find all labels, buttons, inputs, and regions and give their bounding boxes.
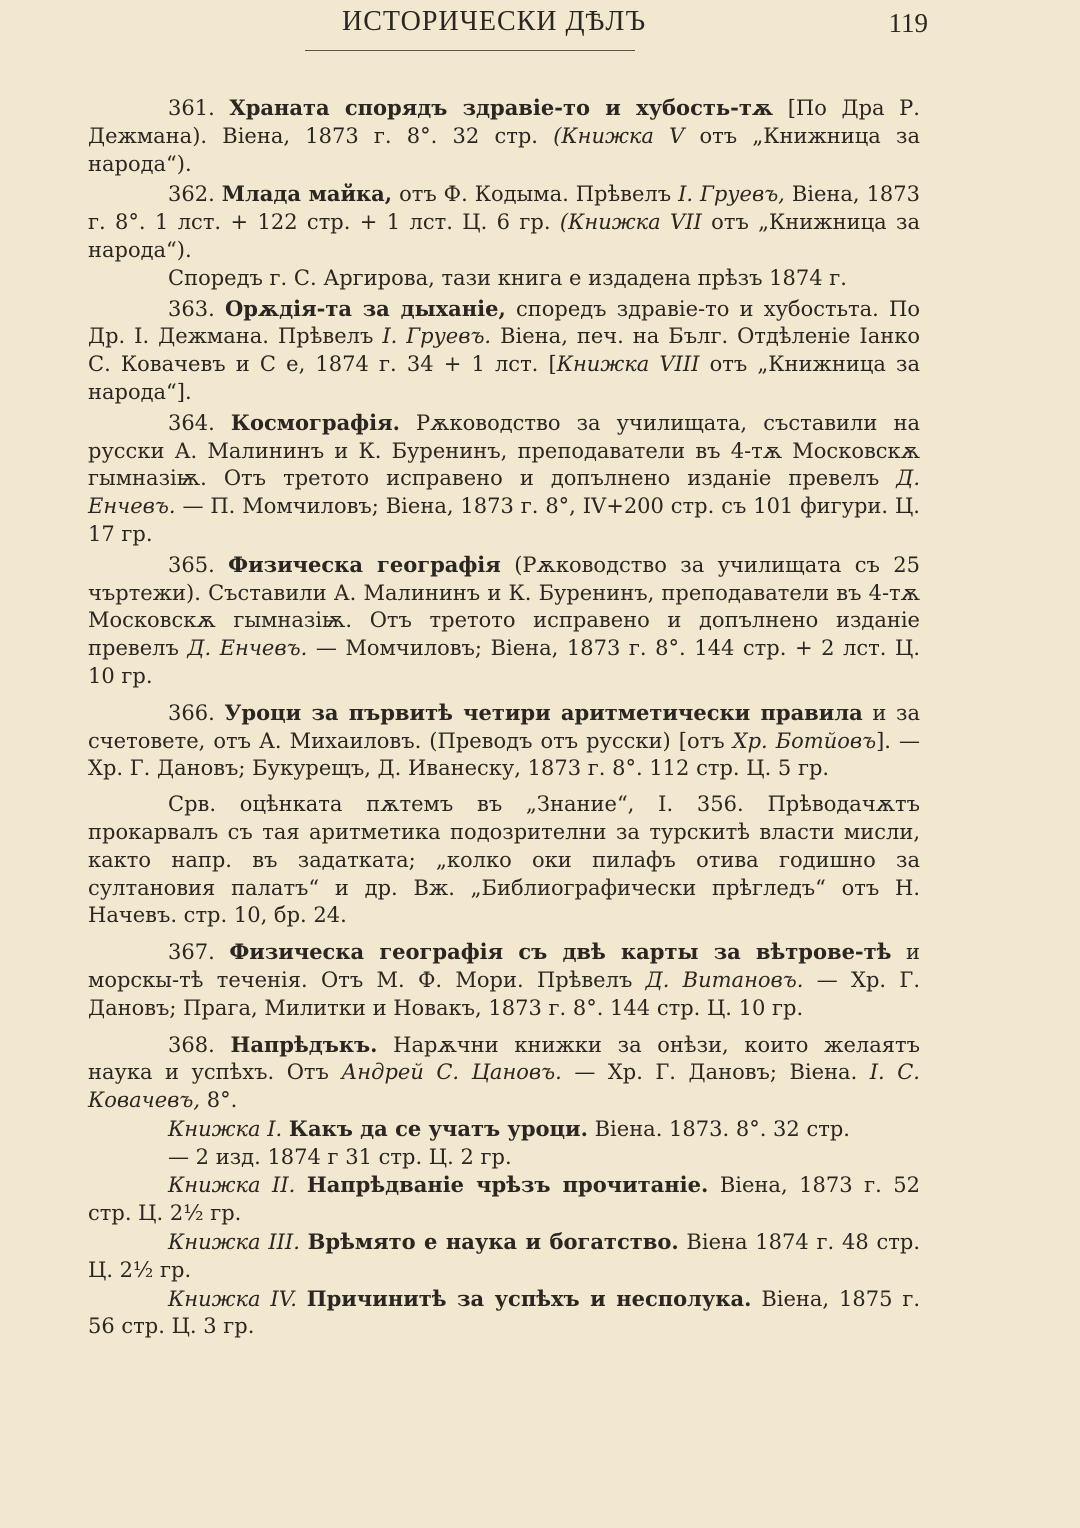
entry-text: отъ „Книжница за народа“). (88, 123, 921, 176)
running-title: ИСТОРИЧЕСКИ ДѢЛЪ (342, 6, 647, 37)
sub-book-reprint: — 2 изд. 1874 г 31 стр. Ц. 2 гр. (168, 1144, 512, 1169)
book-label: Книжка I. (168, 1116, 283, 1141)
author-name: Андрей С. Цановъ. (341, 1060, 562, 1085)
entry-text: — Хр. Г. Дановъ; Віена. (561, 1060, 870, 1085)
translator-name: Д. Енчевъ. (187, 636, 308, 661)
entry-title: Физическа географія съ двѣ карты за вѣтрове-тѣ (229, 939, 892, 965)
entry-paragraph (88, 551, 920, 691)
entry-note: Споредъ г. С. Аргирова, тази книга е издадена прѣзъ 1874 г. (168, 265, 847, 290)
entry-paragraph (88, 180, 920, 264)
entry-paragraph (88, 938, 920, 1022)
translator-name: I. Груевъ, (678, 182, 785, 207)
book-details: Віена, 1875 г. 56 стр. Ц. 3 гр. (88, 1286, 920, 1339)
entry-text: Рѫководство за училищата, съставили на русски А. Малининъ и К. Буренинъ, преподаватели въ 4-тѫ Московскѫ гымназіѭ. Отъ третото исправено и допълнено изданіе превелъ (88, 410, 920, 491)
entry-364 (88, 409, 920, 549)
entry-text: Віена, 1873 г. 8°. 1 лст. + 122 стр. + 1 лст. Ц. 6 гр. (88, 182, 921, 235)
entry-paragraph (88, 699, 920, 783)
entry-text: и за счетовете, отъ А. Михаиловъ. (Преводъ отъ русски) [отъ (88, 700, 920, 753)
entry-365 (88, 551, 920, 691)
entry-text: Нарѫчни книжки за онѣзи, които желаятъ наука и успѣхъ. Отъ (88, 1032, 920, 1085)
book-details: Віена. 1873. 8°. 32 стр. (587, 1116, 850, 1141)
translator-name: I. Груевъ. (382, 324, 492, 349)
entry-368 (88, 1031, 920, 1342)
entry-text: Віена, печ. на Бълг. Отдѣленіе Іанко С. Ковачевъ и С е, 1874 г. 34 + 1 лст. [ (88, 324, 920, 377)
entry-number: 367. (168, 940, 215, 965)
book-details: Віена 1874 г. 48 стр. Ц. 2½ гр. (88, 1230, 920, 1282)
sub-book-1 (88, 1115, 920, 1144)
entry-paragraph (88, 1031, 920, 1115)
book-title: Причинитѣ за успѣхъ и несполука. (306, 1285, 752, 1311)
entry-text: — П. Момчиловъ; Віена, 1873 г. 8°, IV+200 стр. съ 101 фигури. Ц. 17 гр. (88, 494, 920, 546)
entry-title: Уроци за първитѣ четири аритметически правила (224, 699, 863, 725)
entry-text: отъ Ф. Кодыма. Прѣвелъ (392, 182, 679, 207)
entry-366 (88, 699, 920, 930)
book-label: Книжка IV. (168, 1286, 297, 1311)
sub-book-3 (88, 1228, 920, 1285)
sub-book-4 (88, 1285, 920, 1342)
entry-title: Напрѣдъкъ. (230, 1031, 378, 1057)
bibliography-body (88, 94, 920, 1341)
running-header (0, 6, 1080, 46)
entry-number: 368. (168, 1032, 215, 1057)
entry-number: 366. (168, 700, 215, 725)
entry-title: Орѫдія-та за дыханіе, (224, 295, 506, 321)
series-label: Книжка VIII (556, 352, 700, 377)
entry-note: Срв. оцѣнката пѫтемъ въ „Знание“, I. 356. Прѣводачѫтъ прокарвалъ съ тая аритметика подозрителни за турскитѣ власти мисли, както напр. въ задатката; „колко оки пилафъ отива годишно за султановия палатъ“ и др. Вж. „Библиографически прѣгледъ“ отъ Н. Начевъ. стр. 10, бр. 24. (88, 792, 920, 928)
entry-title: Храната спорядъ здравіе-то и хубость-тѫ (229, 95, 774, 120)
entry-number: 365. (168, 552, 215, 577)
header-rule (305, 50, 635, 51)
entry-paragraph (88, 94, 920, 178)
book-label: Книжка II. (168, 1173, 296, 1198)
entry-number: 362. (168, 182, 215, 207)
entry-paragraph (88, 295, 920, 407)
entry-title: Млада майка, (221, 181, 393, 207)
book-label: Книжка III. (168, 1230, 300, 1255)
entry-number: 364. (168, 410, 215, 435)
entry-paragraph (88, 409, 920, 549)
entry-text: (Рѫководство за училищата съ 25 чъртежи). Съставили А. Малининъ и К. Буренинъ, преподаватели въ 4-тѫ Московскѫ гымназіѭ. Отъ третото исправено и допълнено изданіе превелъ (88, 552, 920, 661)
series-label: (Книжка VII (559, 210, 702, 235)
entry-text: [По Дра Р. Дежмана). Віена, 1873 г. 8°. 32 стр. (88, 96, 920, 148)
entry-361 (88, 94, 920, 178)
entry-363 (88, 295, 920, 407)
entry-362 (88, 180, 920, 292)
translator-name: Хр. Ботйовъ (732, 728, 877, 753)
entry-text: ]. — Хр. Г. Дановъ; Букурещъ, Д. Иванеску, 1873 г. 8°. 112 стр. Ц. 5 гр. (88, 728, 921, 781)
entry-title: Космографія. (230, 409, 400, 435)
entry-number: 363. (168, 296, 215, 321)
sub-book-2 (88, 1171, 920, 1228)
book-title: Напрѣдваніе чрѣзъ прочитаніе. (306, 1172, 709, 1198)
entry-text: и морскы-тѣ теченія. Отъ М. Ф. Мори. Прѣвелъ (88, 940, 920, 992)
book-details: Віена, 1873 г. 52 стр. Ц. 2½ гр. (88, 1173, 921, 1226)
entry-text: — Момчиловъ; Віена, 1873 г. 8°. 144 стр. + 2 лст. Ц. 10 гр. (88, 636, 920, 688)
translator-name: Д. Енчевъ. (88, 466, 920, 519)
series-label: (Книжка V (553, 123, 685, 148)
entry-text: — Хр. Г. Дановъ; Прага, Милитки и Новакъ, 1873 г. 8°. 144 стр. Ц. 10 гр. (88, 967, 920, 1020)
page-number: 119 (888, 8, 928, 38)
entry-text: споредъ здравіе-то и хубостьта. По Др. I. Дежмана. Прѣвелъ (88, 296, 920, 349)
publisher-name: I. С. Ковачевъ, (88, 1060, 920, 1113)
book-title: Врѣмято е наука и богатство. (307, 1229, 679, 1255)
entry-title: Физическа географія (228, 551, 501, 577)
entry-text: отъ „Книжница за народа“). (88, 210, 920, 262)
entry-number: 361. (168, 96, 215, 120)
book-title: Какъ да се учатъ уроци. (288, 1115, 588, 1141)
entry-text: отъ „Книжница за народа“]. (88, 352, 920, 404)
translator-name: Д. Витановъ. (645, 967, 804, 992)
entry-text: 8°. (200, 1088, 238, 1113)
entry-367 (88, 938, 920, 1022)
